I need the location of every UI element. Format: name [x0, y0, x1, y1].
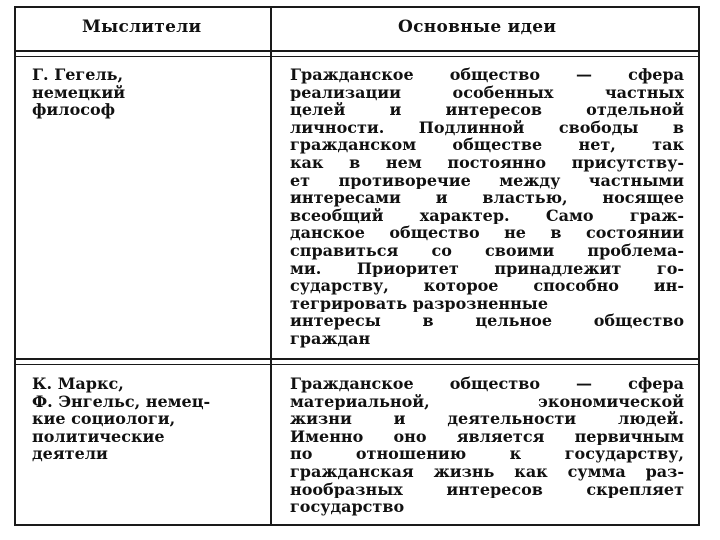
- idea-line: граждан: [290, 329, 371, 348]
- row-marx-engels-author: [32, 375, 264, 463]
- row-hegel-author: [32, 66, 264, 119]
- header-thinkers: Мыслители: [82, 17, 202, 37]
- idea-line: Именно оно является первичным: [290, 427, 684, 446]
- idea-line: жизни и деятельности людей.: [290, 410, 684, 428]
- idea-line: по отношению к государству,: [290, 445, 684, 463]
- idea-line: целей и интересов отдельной: [290, 101, 684, 119]
- idea-line: интересами и властью, носящее: [290, 189, 684, 207]
- author-line: кие социологи,: [32, 409, 176, 429]
- author-line: немецкий: [32, 82, 126, 102]
- header-rule-bottom: [14, 56, 700, 57]
- idea-line: реализации особенных частных: [290, 83, 684, 102]
- row-marx-engels-idea: [290, 375, 684, 516]
- column-divider: [270, 6, 272, 526]
- idea-line: Гражданское общество — сфера: [290, 66, 684, 84]
- author-line: К. Маркс,: [32, 374, 124, 393]
- author-line: Г. Гегель,: [32, 65, 124, 84]
- idea-line: государство: [290, 498, 405, 516]
- idea-line: как в нем постоянно присутству-: [290, 153, 684, 172]
- author-line: деятели: [32, 444, 108, 464]
- row-rule-top: [14, 358, 700, 360]
- header-rule-top: [14, 50, 700, 52]
- idea-line: гражданская жизнь как сумма раз-: [290, 462, 684, 481]
- idea-line: данское общество не в состоянии: [290, 224, 684, 242]
- idea-line: материальной, экономической: [290, 392, 684, 411]
- row-rule-bottom: [14, 364, 700, 365]
- header-ideas: Основные идеи: [398, 17, 557, 37]
- idea-line: интересы в цельное общество: [290, 312, 684, 330]
- author-line: политические: [32, 426, 165, 446]
- idea-line: тегрировать разрозненные: [290, 294, 549, 313]
- idea-line: ет противоречие между частными: [290, 171, 684, 190]
- author-line: Ф. Энгельс, немец-: [32, 391, 211, 411]
- idea-line: Гражданское общество — сфера: [290, 375, 684, 393]
- idea-line: справиться со своими проблема-: [290, 241, 684, 260]
- author-line: философ: [32, 100, 116, 120]
- idea-line: ми. Приоритет принадлежит го-: [290, 259, 684, 278]
- row-hegel-idea: [290, 66, 684, 348]
- idea-line: сударству, которое способно ин-: [290, 277, 684, 295]
- idea-line: нообразных интересов скрепляет: [290, 480, 684, 499]
- idea-line: гражданском обществе нет, так: [290, 136, 684, 154]
- idea-line: личности. Подлинной свободы в: [290, 118, 684, 137]
- idea-line: всеобщий характер. Само граж-: [290, 206, 684, 225]
